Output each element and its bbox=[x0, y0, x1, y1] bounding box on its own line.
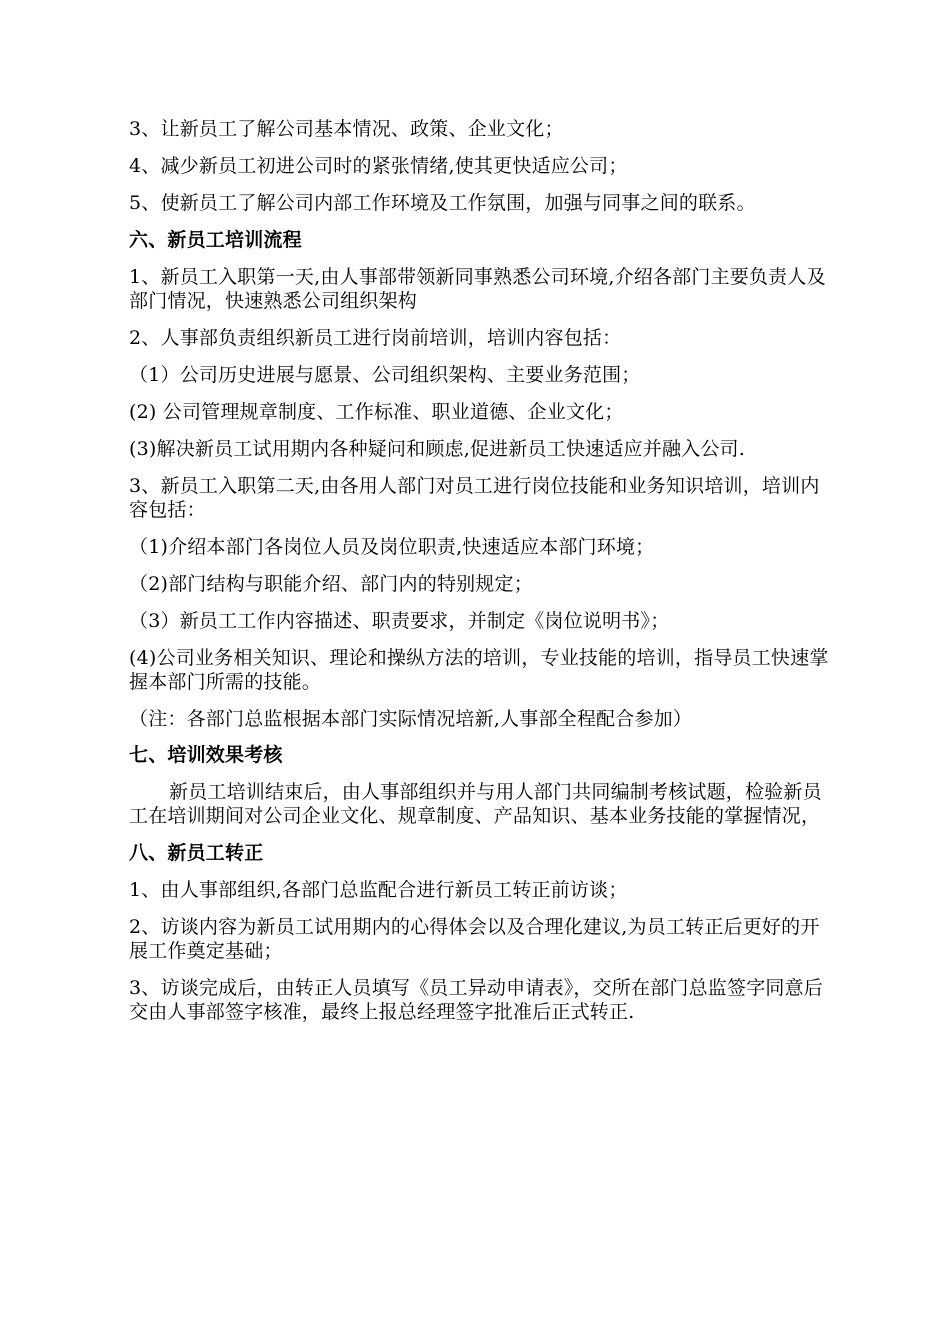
section-heading-7: 七、培训效果考核 bbox=[129, 744, 283, 766]
section-heading-6: 六、新员工培训流程 bbox=[129, 229, 302, 251]
section6-subitem-2: (2) 公司管理规章制度、工作标准、职业道德、企业文化； bbox=[129, 401, 624, 423]
section6-item-2: 2、人事部负责组织新员工进行岗前培训，培训内容包括： bbox=[129, 327, 622, 349]
section-heading-8: 八、新员工转正 bbox=[129, 842, 264, 864]
section8-item-2: 2、访谈内容为新员工试用期内的心得体会以及合理化建议,为员工转正后更好的开展工作奠定基础； bbox=[129, 916, 820, 962]
section6-note: （注：各部门总监根据本部门实际情况培新,人事部全程配合参加） bbox=[129, 708, 693, 730]
section7-body: 新员工培训结束后，由人事部组织并与用人部门共同编制考核试题，检验新员工在培训期间对公司企业文化、规章制度、产品知识、基本业务技能的掌握情况， bbox=[129, 781, 822, 827]
section6-item-1: 1、新员工入职第一天,由人事部带领新同事熟悉公司环境,介绍各部门主要负责人及部门情况，快速熟悉公司组织架构 bbox=[129, 266, 826, 312]
section6-item-3: 3、新员工入职第二天,由各用人部门对员工进行岗位技能和业务知识培训，培训内容包括： bbox=[129, 475, 820, 521]
section6-item3-sub-1: （1)介绍本部门各岗位人员及岗位职责,快速适应本部门环境； bbox=[129, 536, 655, 558]
section8-item-3: 3、访谈完成后，由转正人员填写《员工异动申请表》，交所在部门总监签字同意后交由人事部签字核准，最终上报总经理签字批准后正式转正. bbox=[129, 977, 823, 1023]
section6-item3-sub-3: （3）新员工工作内容描述、职责要求，并制定《岗位说明书》； bbox=[129, 610, 670, 632]
document-body bbox=[129, 117, 829, 1037]
section8-item-1: 1、由人事部组织,各部门总监配合进行新员工转正前访谈； bbox=[129, 879, 628, 901]
paragraph-item-5: 5、使新员工了解公司内部工作环境及工作氛围，加强与同事之间的联系。 bbox=[129, 192, 756, 214]
paragraph-item-3: 3、让新员工了解公司基本情况、政策、企业文化； bbox=[129, 118, 564, 140]
section6-subitem-3: (3)解决新员工试用期内各种疑问和顾虑,促进新员工快速适应并融入公司. bbox=[129, 438, 745, 460]
section6-item3-sub-2: （2)部门结构与职能介绍、部门内的特别规定； bbox=[129, 573, 533, 595]
paragraph-item-4: 4、减少新员工初进公司时的紧张情绪,使其更快适应公司； bbox=[129, 155, 628, 177]
section6-subitem-1: （1）公司历史进展与愿景、公司组织架构、主要业务范围； bbox=[129, 364, 641, 386]
section6-item3-sub-4: (4)公司业务相关知识、理论和操纵方法的培训，专业技能的培训，指导员工快速掌握本部门所需的技能。 bbox=[129, 647, 829, 693]
